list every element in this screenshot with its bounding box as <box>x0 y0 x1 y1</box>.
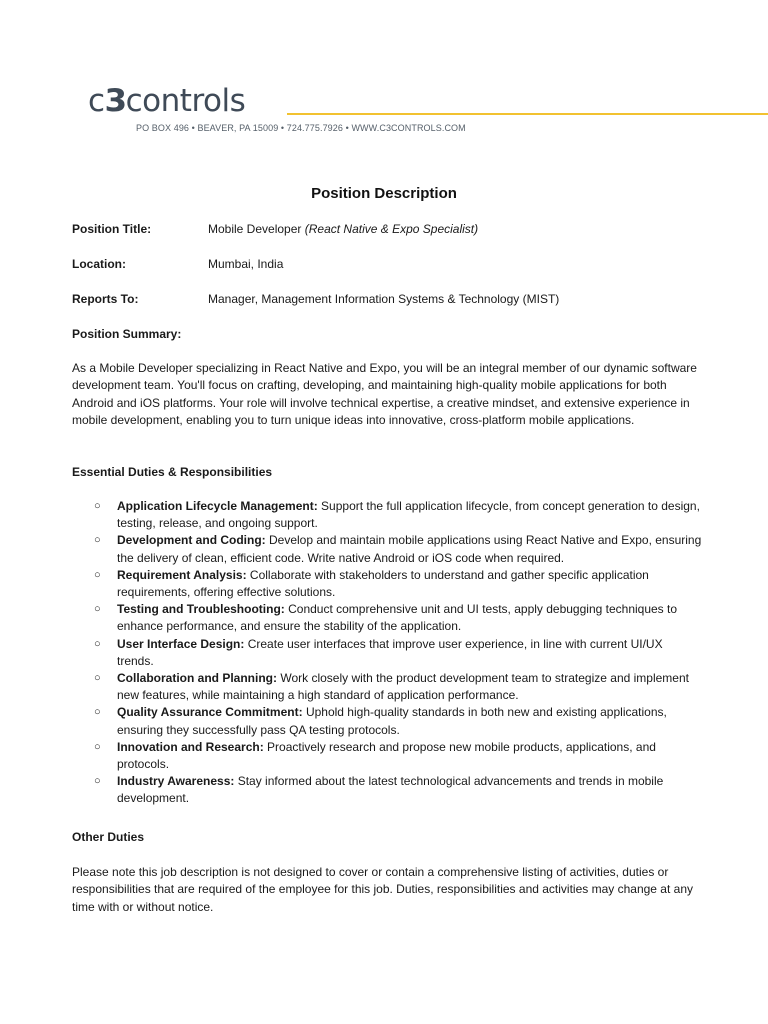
list-item <box>72 601 702 635</box>
location-label: Location: <box>72 257 126 271</box>
position-title-note: (React Native & Expo Specialist) <box>304 222 479 236</box>
duty-text: Create user interfaces that improve user experience, in line with current UI/UX trends. <box>117 636 663 668</box>
duty-title: Collaboration and Planning: <box>117 671 277 686</box>
list-item <box>72 773 702 807</box>
list-item <box>72 567 702 601</box>
other-duties-heading: Other Duties <box>72 830 145 844</box>
summary-heading: Position Summary: <box>72 327 182 341</box>
duty-title: Industry Awareness: <box>117 774 235 789</box>
company-logo <box>88 83 246 119</box>
duty-title: Quality Assurance Commitment: <box>117 705 303 720</box>
document-title: Position Description <box>311 185 457 202</box>
other-duties-paragraph: Please note this job description is not designed to cover or contain a comprehensive listing of activities, duties or responsibilities that are required of the employee for this job. Duties, responsibilities and activities may change at any time with or without notice. <box>72 865 693 914</box>
list-item <box>72 704 702 738</box>
duty-title: Testing and Troubleshooting: <box>117 602 285 617</box>
bullet-icon: ○ <box>94 603 101 616</box>
position-title-text: Mobile Developer <box>208 222 302 236</box>
bullet-icon: ○ <box>94 534 101 547</box>
duty-text: Uphold high-quality standards in both new and existing applications, ensuring they successfully pass QA testing protocols. <box>117 705 667 737</box>
list-item <box>72 532 702 566</box>
duty-text: Develop and maintain mobile applications using React Native and Expo, ensuring the delivery of clean, efficient code. Write native Android or iOS code when required. <box>117 533 702 565</box>
duty-title: Requirement Analysis: <box>117 567 247 582</box>
bullet-icon: ○ <box>94 706 101 719</box>
duty-text: Collaborate with stakeholders to understand and gather specific application requirements, offering effective solutions. <box>117 567 649 600</box>
bullet-icon: ○ <box>94 775 101 788</box>
letterhead-rule <box>287 113 768 115</box>
summary-paragraph: As a Mobile Developer specializing in React Native and Expo, you will be an integral member of our dynamic software development team. You'll focus on crafting, developing, and maintaining high-quality mobile applications for both Android and iOS platforms. Your role will involve technical expertise, a creative mindset, and extensive experience in mobile development, enabling you to turn unique ideas into innovative, cross-platform mobile applications. <box>72 361 697 427</box>
logo-prefix: c <box>88 83 105 119</box>
duties-list <box>72 498 702 808</box>
bullet-icon: ○ <box>94 568 101 581</box>
bullet-icon: ○ <box>94 672 101 685</box>
company-address: PO BOX 496 • BEAVER, PA 15009 • 724.775.7926 • WWW.C3CONTROLS.COM <box>136 123 466 133</box>
duty-text: Work closely with the product development team to strategize and implement new features, while maintaining a high standard of application performance. <box>117 671 689 703</box>
bullet-icon: ○ <box>94 740 101 753</box>
duty-title: User Interface Design: <box>117 636 245 651</box>
duty-text: Stay informed about the latest technological advancements and trends in mobile development. <box>117 774 664 806</box>
reports-to-value: Manager, Management Information Systems & Technology (MIST) <box>208 292 560 306</box>
position-title-value <box>208 222 478 236</box>
duty-text: Support the full application lifecycle, from concept generation to design, testing, release, and ongoing support. <box>117 499 700 531</box>
list-item <box>72 670 702 704</box>
bullet-icon: ○ <box>94 500 101 512</box>
list-item <box>72 636 702 670</box>
logo-mark: 3 <box>104 83 127 119</box>
duty-text: Conduct comprehensive unit and UI tests, apply debugging techniques to enhance performance, and ensure the stability of the application. <box>117 602 678 634</box>
list-item <box>72 739 702 773</box>
duties-heading: Essential Duties & Responsibilities <box>72 465 273 479</box>
reports-to-label: Reports To: <box>72 292 139 306</box>
logo-suffix: controls <box>125 83 246 119</box>
duty-title: Application Lifecycle Management: <box>117 499 318 513</box>
duty-text: Proactively research and propose new mobile products, applications, and protocols. <box>117 739 656 772</box>
list-item <box>72 498 702 532</box>
position-title-label: Position Title: <box>72 222 152 236</box>
location-value: Mumbai, India <box>208 257 284 271</box>
duty-title: Development and Coding: <box>117 533 266 548</box>
bullet-icon: ○ <box>94 637 101 650</box>
duty-title: Innovation and Research: <box>117 739 264 754</box>
